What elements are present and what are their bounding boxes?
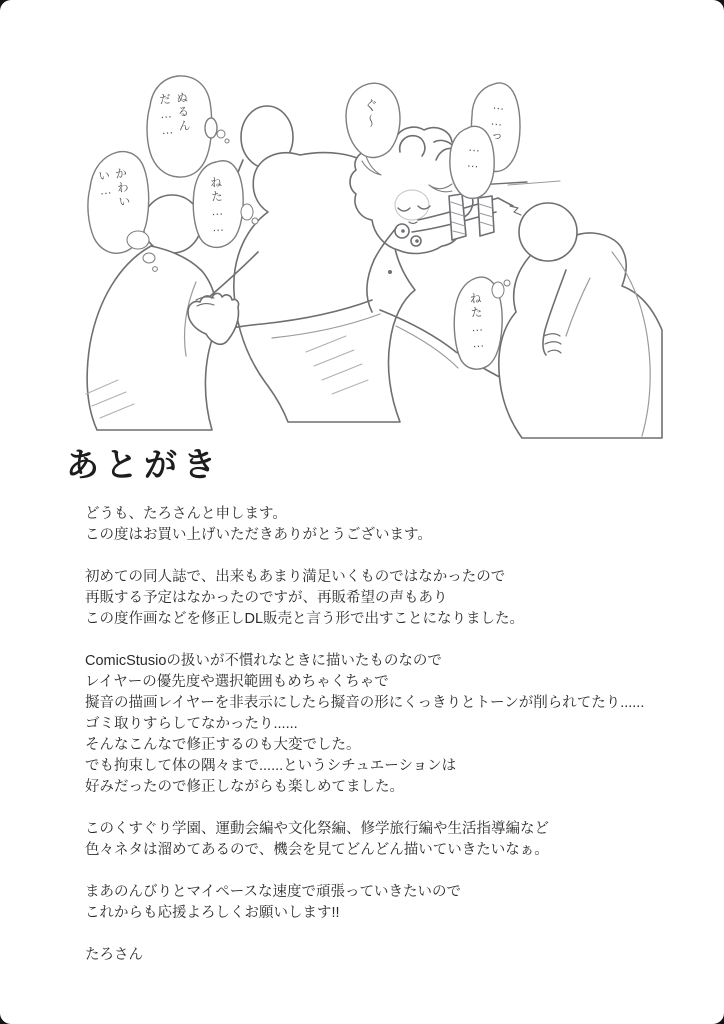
bubble-text-nurunda: ぬるんだ……	[157, 90, 192, 140]
bubble-text-dots-back: ……っ	[486, 97, 507, 145]
paragraph-corrections: ComicStusioの扱いが不慣れなときに描いたものなので レイヤーの優先度や選択範囲もめちゃくちゃで 擬音の描画レイヤーを非表示にしたら擬音の形にくっきりとトーンが削られてたり...... ゴミ取りすらしてなかったり...... そんなこんなで修正するのも大変でした。 でも拘束して体の隅々まで......というシチュエーションは 好みだったので修正しながらも楽しめてました。	[85, 653, 645, 795]
afterword-text	[85, 504, 665, 966]
bubble-text-kawaii: かわいい…	[95, 166, 132, 210]
figure-right	[499, 203, 662, 438]
paragraph-greeting: どうも、たろさんと申します。 この度はお買い上げいただきありがとうございます。	[85, 506, 432, 543]
author-signature: たろさん	[85, 947, 143, 963]
page-title: あとがき	[66, 446, 222, 483]
bubble-text-dots-front: ……	[465, 139, 482, 173]
paragraph-reprint: 初めての同人誌で、出来もあまり満足いくものではなかったので 再販する予定はなかったのですが、再販希望の声もあり この度作画などを修正しDL販売と言う形で出すことになりました。	[85, 569, 525, 627]
wrist-binding	[478, 196, 494, 236]
bound-hands	[510, 206, 521, 215]
afterword-sketch	[0, 0, 724, 450]
bubble-text-snore: ぐ～	[363, 98, 379, 130]
bubble-text-neta-right: ねた……	[467, 291, 486, 353]
paragraph-closing: まあのんびりとマイペースな速度で頑張っていきたいので これからも応援よろしくお願いします!!	[85, 884, 461, 921]
bubble-text-neta-left: ねた……	[208, 175, 226, 237]
paragraph-future-plans: このくすぐり学園、運動会編や文化祭編、修学旅行編や生活指導編など 色々ネタは溜めてあるので、機会を見てどんどん描いていきたいなぁ。	[85, 821, 549, 858]
